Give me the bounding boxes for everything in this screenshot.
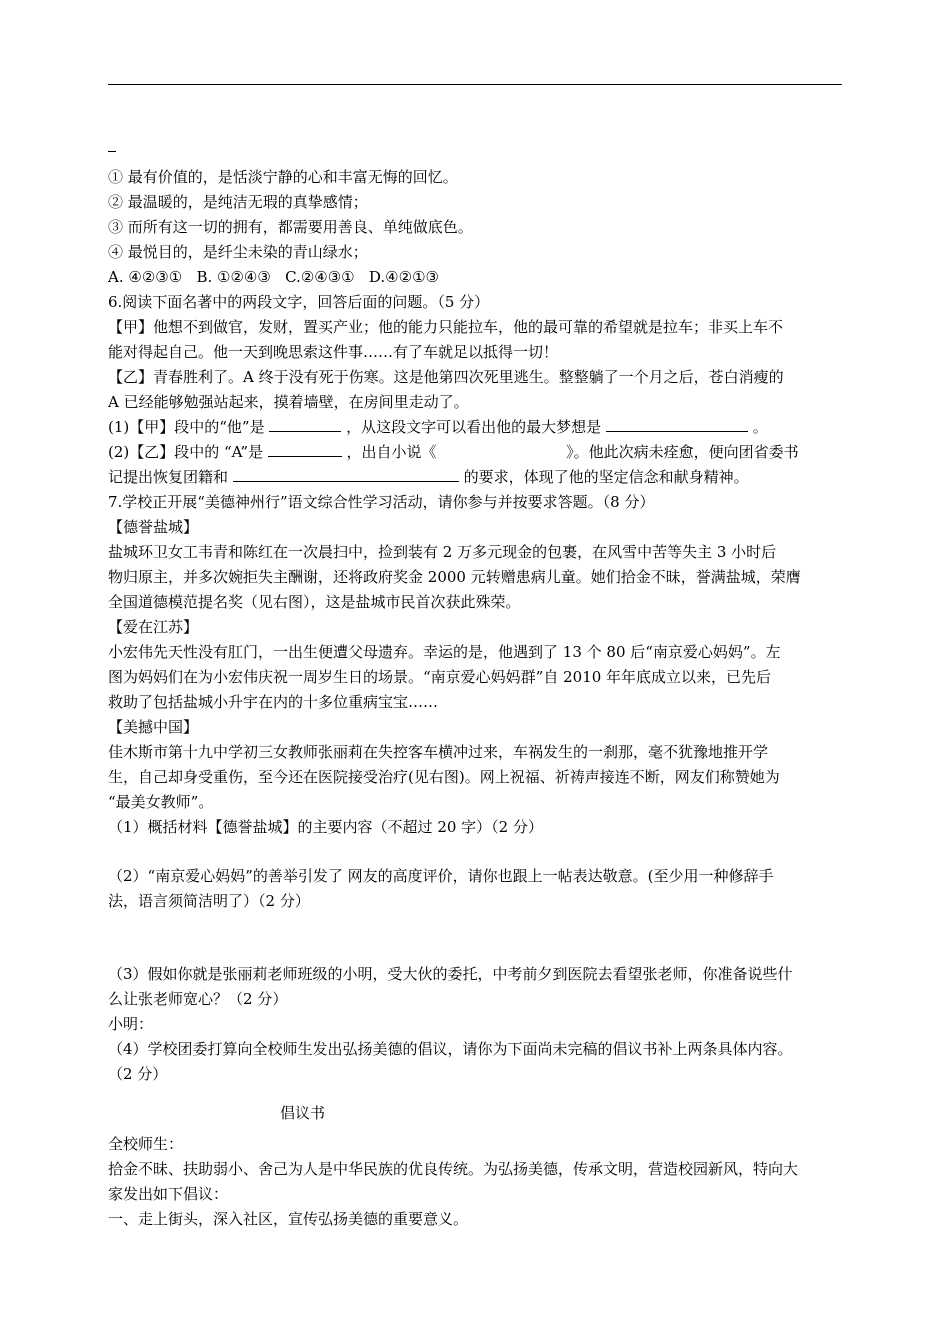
paragraph-line: 物归原主，并多次婉拒失主酬谢，还将政府奖金 2000 元转赠患病儿童。她们拾金不昧，誉满盐城，荣膺 [108, 568, 801, 586]
q7-sub-3-line-2: 么让张老师宽心？（2 分） [108, 990, 288, 1008]
q7-sub-4-line-2: （2 分） [108, 1065, 168, 1083]
q7-sub-1: （1）概括材料【德誉盐城】的主要内容（不超过 20 字）（2 分） [108, 818, 543, 836]
answer-blank[interactable] [269, 417, 341, 432]
proposal-title: 倡议书 [280, 1104, 326, 1122]
paragraph-line: 佳木斯市第十九中学初三女教师张丽莉在失控客车横冲过来，车祸发生的一刹那，毫不犹豫地推开学 [108, 743, 769, 761]
q7-sub-2-line-2: 法，语言须简洁明了）（2 分） [108, 892, 310, 910]
order-item-1: ① 最有价值的，是恬淡宁静的心和丰富无悔的回忆。 [108, 168, 458, 186]
stray-mark [108, 140, 842, 165]
q6-sub-1: (1)【甲】段中的“他”是 ，从这段文字可以看出他的最大梦想是 。 [108, 418, 768, 436]
q7-title: 7.学校正开展“美德神州行”语文综合性学习活动，请你参与并按要求答题。（8 分） [108, 493, 655, 511]
proposal-body-line-2: 家发出如下倡议： [108, 1185, 229, 1203]
q6-yi-line-2: A 已经能够勉强站起来，摸着墙壁，在房间里走动了。 [108, 393, 469, 411]
paragraph-line: 盐城环卫女工韦青和陈红在一次晨扫中，捡到装有 2 万多元现金的包裹，在风雪中苦等失主 3 小时后 [108, 543, 777, 561]
paragraph-line: 图为妈妈们在为小宏伟庆祝一周岁生日的场景。“南京爱心妈妈群”自 2010 年年底成立以来，已先后 [108, 668, 772, 686]
section-head-ai-zai-jiangsu: 【爱在江苏】 [108, 618, 199, 636]
answer-blank[interactable] [233, 467, 459, 482]
exam-page [108, 140, 842, 1232]
proposal-greeting: 全校师生： [108, 1135, 184, 1153]
order-item-4: ④ 最悦目的，是纤尘未染的青山绿水； [108, 243, 368, 261]
paragraph-line: “最美女教师”。 [108, 793, 214, 811]
paragraph-line: 生，自己却身受重伤，至今还在医院接受治疗(见右图)。网上祝福、祈祷声接连不断，网友们称赞她为 [108, 768, 780, 786]
paragraph-line: 全国道德模范提名奖（见右图），这是盐城市民首次获此殊荣。 [108, 593, 521, 611]
paragraph-line: 小宏伟先天性没有肛门，一出生便遭父母遗弃。幸运的是，他遇到了 13 个 80 后“南京爱心妈妈”。左 [108, 643, 781, 661]
answer-blank[interactable] [268, 442, 342, 457]
q6-title: 6.阅读下面名著中的两段文字，回答后面的问题。（5 分） [108, 293, 490, 311]
xiaoming-label: 小明： [108, 1015, 154, 1033]
q6-sub-2: (2)【乙】段中的 “A”是 ，出自小说《 》。他此次病未痊愈，便向团省委书 [108, 443, 799, 461]
answer-space[interactable] [108, 914, 842, 962]
proposal-body-line-1: 拾金不昧、扶助弱小、舍己为人是中华民族的优良传统。为弘扬美德，传承文明，营造校园新风，特向大 [108, 1160, 799, 1178]
order-item-2: ② 最温暖的，是纯洁无瑕的真挚感情； [108, 193, 368, 211]
order-options: A. ④②③① B. ①②④③ C.②④③① D.④②①③ [108, 268, 439, 286]
q7-sub-2-line-1: （2）“南京爱心妈妈”的善举引发了 网友的高度评价，请你也跟上一帖表达敬意。(至少用一种修辞手 [108, 867, 774, 885]
q6-yi-line-1: 【乙】青春胜利了。A 终于没有死于伤寒。这是他第四次死里逃生。整整躺了一个月之后，苍白消瘦的 [108, 368, 784, 386]
paragraph-line: 救助了包括盐城小升宇在内的十多位重病宝宝…… [108, 693, 439, 711]
answer-space[interactable] [108, 840, 842, 864]
q6-jia-line-1: 【甲】他想不到做官，发财，置买产业；他的能力只能拉车，他的最可靠的希望就是拉车；非买上车不 [108, 318, 784, 336]
q7-sub-4-line-1: （4）学校团委打算向全校师生发出弘扬美德的倡议，请你为下面尚未完稿的倡议书补上两条具体内容。 [108, 1040, 793, 1058]
spacer [108, 1087, 842, 1101]
proposal-item-1: 一、走上街头，深入社区，宣传弘扬美德的重要意义。 [108, 1210, 469, 1228]
q6-jia-line-2: 能对得起自己。他一天到晚思索这件事……有了车就足以抵得一切！ [108, 343, 559, 361]
order-item-3: ③ 而所有这一切的拥有，都需要用善良、单纯做底色。 [108, 218, 473, 236]
header-rule [108, 84, 842, 85]
q7-sub-3-line-1: （3）假如你就是张丽莉老师班级的小明，受大伙的委托，中考前夕到医院去看望张老师，你准备说些什 [108, 965, 793, 983]
section-head-meihan-zhongguo: 【美撼中国】 [108, 718, 199, 736]
section-head-deyu-yancheng: 【德誉盐城】 [108, 518, 199, 536]
answer-blank[interactable] [606, 417, 748, 432]
q6-sub-2-cont: 记提出恢复团籍和 的要求，体现了他的坚定信念和献身精神。 [108, 468, 749, 486]
